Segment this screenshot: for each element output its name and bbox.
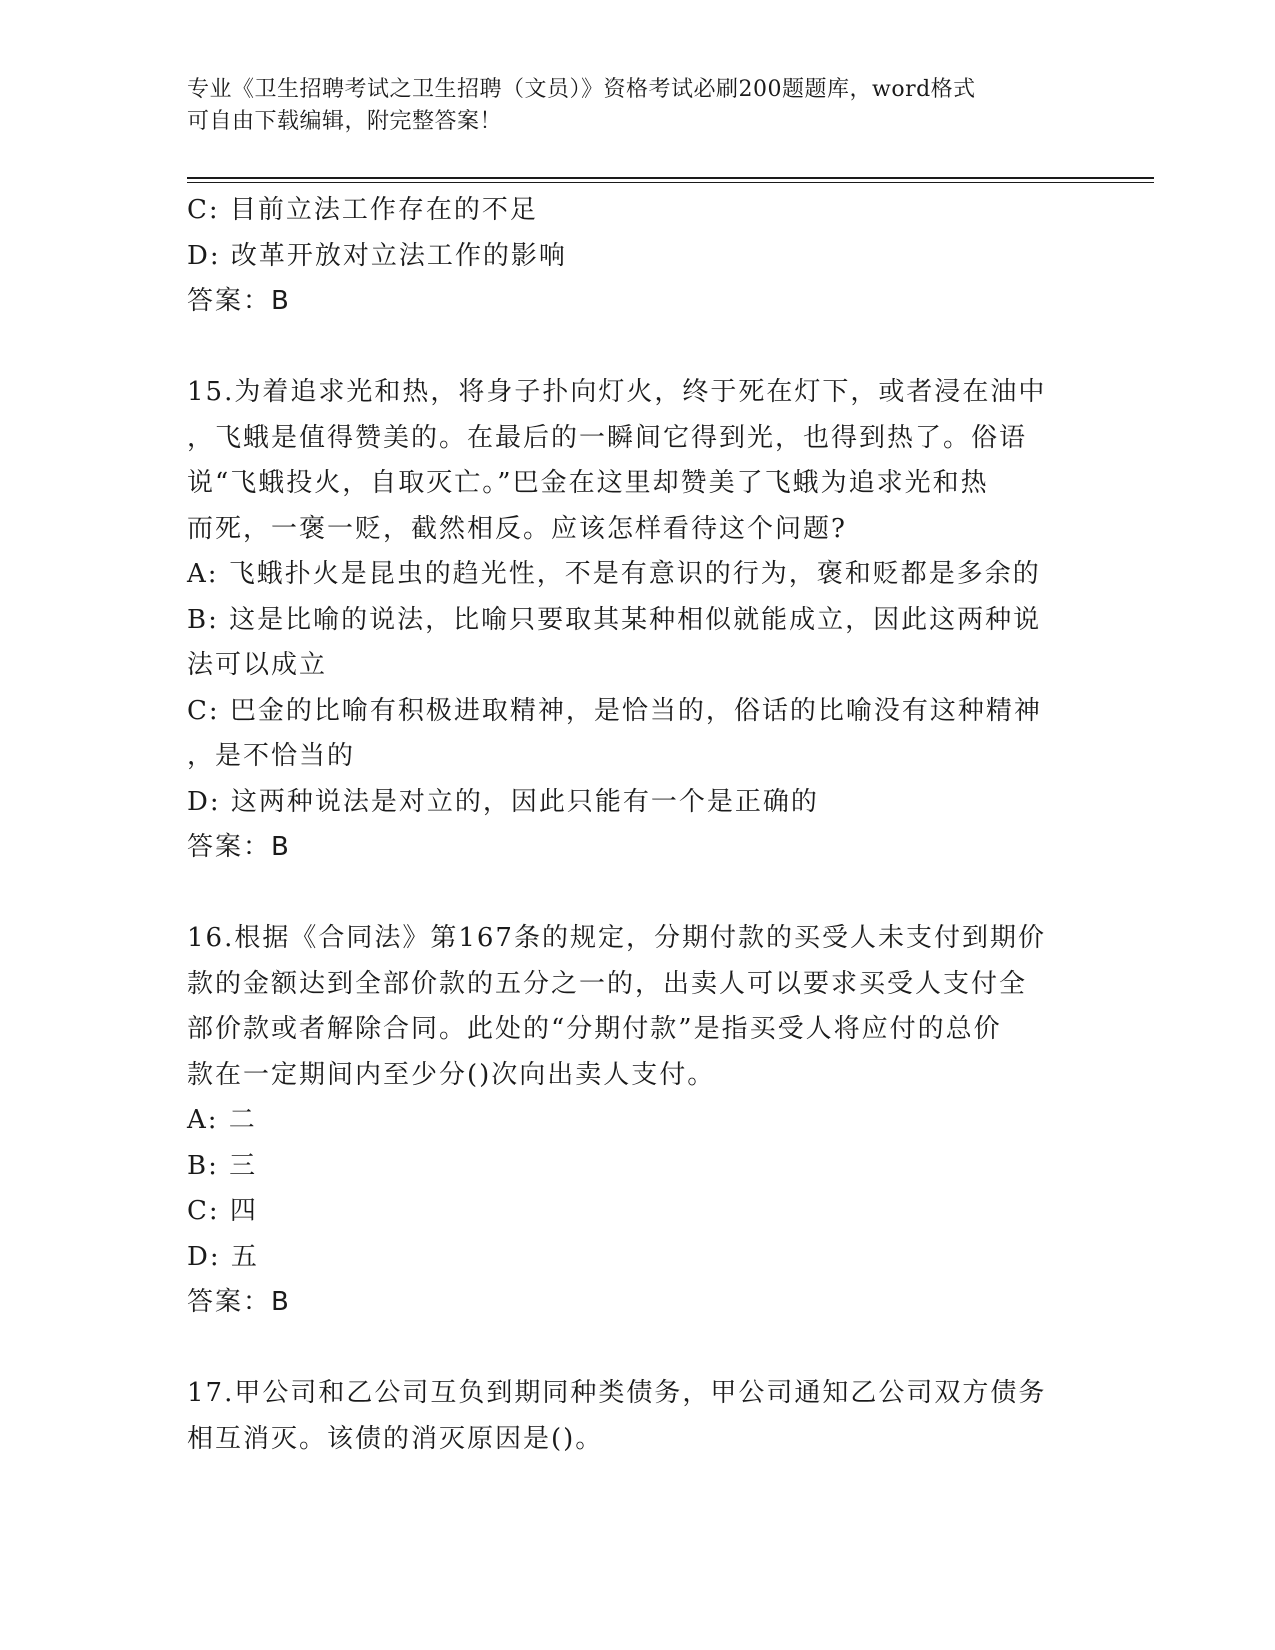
q14-answer: 答案：B [187,286,291,316]
q15-option-d: D: 这两种说法是对立的，因此只能有一个是正确的 [187,786,819,817]
q15-stem-line: 15.为着追求光和热，将身子扑向灯火，终于死在灯下，或者浸在油中 [187,377,1047,407]
q16-stem-line: 部价款或者解除合同。此处的“分期付款”是指买受人将应付的总价 [187,1014,1002,1044]
q15-stem-line: ，飞蛾是值得赞美的。在最后的一瞬间它得到光，也得到热了。俗语 [187,422,1028,453]
q15-option-c: C: 巴金的比喻有积极进取精神，是恰当的，俗话的比喻没有这种精神 [187,695,1042,726]
q16-option-a: A: 二 [187,1105,257,1135]
question-list [187,188,1087,1462]
q17-stem-line: 17.甲公司和乙公司互负到期同种类债务，甲公司通知乙公司双方债务 [187,1378,1047,1408]
spacer [187,325,1087,371]
q16-option-d: D: 五 [187,1241,259,1272]
q16-stem-line: 款在一定期间内至少分()次向出卖人支付。 [187,1059,716,1090]
q16-option-b: B: 三 [187,1150,258,1181]
header-line-2: 可自由下载编辑，附完整答案！ [187,109,503,134]
q14-option-d: D: 改革开放对立法工作的影响 [187,240,567,271]
q15-stem-line: 而死，一褒一贬，截然相反。应该怎样看待这个问题? [187,513,847,544]
header-divider-thick [187,177,1154,179]
spacer [187,1326,1087,1372]
question-14 [187,188,1087,325]
header-divider-thin [187,182,1154,183]
q16-stem-line: 16.根据《合同法》第167条的规定，分期付款的买受人未支付到期价 [187,923,1046,953]
header-line-1: 专业《卫生招聘考试之卫生招聘（文员）》资格考试必刷200题题库，word格式 [187,77,976,102]
q14-option-c: C: 目前立法工作存在的不足 [187,195,538,225]
q15-stem-line: 说“飞蛾投火，自取灭亡。”巴金在这里却赞美了飞蛾为追求光和热 [187,468,989,498]
q16-option-c: C: 四 [187,1196,258,1226]
question-17 [187,1371,1087,1462]
question-16 [187,916,1087,1326]
spacer [187,871,1087,917]
q15-answer: 答案：B [187,832,291,862]
q15-option-b-cont: 法可以成立 [187,650,328,680]
q15-option-c-cont: ，是不恰当的 [187,741,356,771]
q16-answer: 答案：B [187,1287,291,1317]
q16-stem-line: 款的金额达到全部价款的五分之一的，出卖人可以要求买受人支付全 [187,968,1028,999]
q15-option-b: B: 这是比喻的说法，比喻只要取其某种相似就能成立，因此这两种说 [187,604,1042,635]
question-15 [187,370,1087,871]
document-header [187,74,1067,138]
q17-stem-line: 相互消灭。该债的消灭原因是()。 [187,1423,604,1454]
q15-option-a: A: 飞蛾扑火是昆虫的趋光性，不是有意识的行为，褒和贬都是多余的 [187,559,1041,589]
